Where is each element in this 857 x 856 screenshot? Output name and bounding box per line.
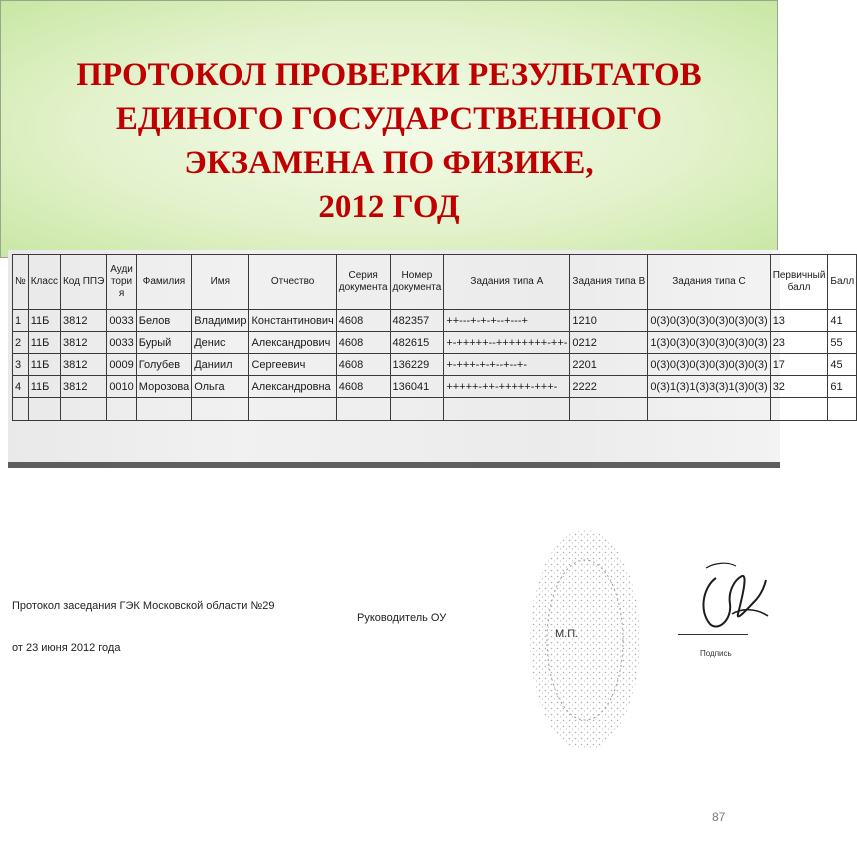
col-ppe-code: Код ППЭ xyxy=(60,255,106,310)
col-doc-number: Номер документа xyxy=(390,255,444,310)
cell-ppe: 3812 xyxy=(60,354,106,376)
title-line-2: ЕДИНОГО ГОСУДАРСТВЕННОГО xyxy=(115,101,663,137)
cell-score: 41 xyxy=(828,310,857,332)
cell-primary: 17 xyxy=(770,354,828,376)
cell-tasks-b: 2201 xyxy=(570,354,648,376)
cell-doc-number: 482615 xyxy=(390,332,444,354)
cell-middle-name: Александрович xyxy=(249,332,336,354)
cell-tasks-a: +++++-++-+++++-+++- xyxy=(444,376,570,398)
cell-class: 11Б xyxy=(28,354,60,376)
title-line-3: ЭКЗАМЕНА ПО ФИЗИКЕ, xyxy=(184,145,594,181)
table-header-row xyxy=(13,255,857,310)
col-tasks-a: Задания типа А xyxy=(444,255,570,310)
cell-tasks-a: +-+++++--++++++++-++- xyxy=(444,332,570,354)
table-row-empty xyxy=(13,398,857,421)
cell-series: 4608 xyxy=(336,354,390,376)
cell-tasks-c: 0(3)0(3)0(3)0(3)0(3)0(3) xyxy=(648,354,770,376)
cell-first-name: Даниил xyxy=(192,354,249,376)
table-row xyxy=(13,310,857,332)
col-score: Балл xyxy=(828,255,857,310)
cell-number: 4 xyxy=(13,376,29,398)
col-last-name: Фамилия xyxy=(136,255,191,310)
results-table xyxy=(12,254,857,421)
cell-first-name: Ольга xyxy=(192,376,249,398)
cell-aud: 0033 xyxy=(107,332,136,354)
col-number: № xyxy=(13,255,29,310)
scan-edge-divider xyxy=(8,462,780,468)
col-primary-score: Первичный балл xyxy=(770,255,828,310)
cell-class: 11Б xyxy=(28,376,60,398)
cell-tasks-b: 2222 xyxy=(570,376,648,398)
cell-series: 4608 xyxy=(336,376,390,398)
cell-last-name: Бурый xyxy=(136,332,191,354)
cell-aud: 0009 xyxy=(107,354,136,376)
cell-tasks-a: ++---+-+-+--+---+ xyxy=(444,310,570,332)
col-tasks-b: Задания типа В xyxy=(570,255,648,310)
col-middle-name: Отчество xyxy=(249,255,336,310)
cell-class: 11Б xyxy=(28,310,60,332)
cell-series: 4608 xyxy=(336,310,390,332)
cell-tasks-c: 0(3)0(3)0(3)0(3)0(3)0(3) xyxy=(648,310,770,332)
cell-primary: 13 xyxy=(770,310,828,332)
col-auditorium: Аудитория xyxy=(107,255,136,310)
cell-ppe: 3812 xyxy=(60,376,106,398)
cell-last-name: Морозова xyxy=(136,376,191,398)
cell-ppe: 3812 xyxy=(60,332,106,354)
cell-score: 61 xyxy=(828,376,857,398)
col-tasks-c: Задания типа С xyxy=(648,255,770,310)
cell-tasks-b: 1210 xyxy=(570,310,648,332)
cell-score: 45 xyxy=(828,354,857,376)
signature-caption: Подпись xyxy=(700,649,732,658)
cell-aud: 0033 xyxy=(107,310,136,332)
col-doc-series: Серия документа xyxy=(336,255,390,310)
cell-aud: 0010 xyxy=(107,376,136,398)
col-class: Класс xyxy=(28,255,60,310)
page-title xyxy=(1,53,777,229)
table-row xyxy=(13,354,857,376)
signature-line xyxy=(678,634,748,635)
table-row xyxy=(13,332,857,354)
page-number: 87 xyxy=(712,810,726,824)
cell-primary: 23 xyxy=(770,332,828,354)
cell-last-name: Белов xyxy=(136,310,191,332)
cell-ppe: 3812 xyxy=(60,310,106,332)
cell-score: 55 xyxy=(828,332,857,354)
cell-tasks-b: 0212 xyxy=(570,332,648,354)
cell-first-name: Денис xyxy=(192,332,249,354)
cell-number: 3 xyxy=(13,354,29,376)
cell-tasks-a: +-+++-+-+--+--+- xyxy=(444,354,570,376)
cell-middle-name: Александровна xyxy=(249,376,336,398)
cell-series: 4608 xyxy=(336,332,390,354)
cell-class: 11Б xyxy=(28,332,60,354)
cell-doc-number: 136229 xyxy=(390,354,444,376)
cell-doc-number: 482357 xyxy=(390,310,444,332)
cell-middle-name: Константинович xyxy=(249,310,336,332)
stamp-image xyxy=(520,515,650,765)
cell-tasks-c: 0(3)1(3)1(3)3(3)1(3)0(3) xyxy=(648,376,770,398)
table-row xyxy=(13,376,857,398)
stamp-label: М.П. xyxy=(555,628,579,640)
cell-middle-name: Сергеевич xyxy=(249,354,336,376)
cell-doc-number: 136041 xyxy=(390,376,444,398)
col-first-name: Имя xyxy=(192,255,249,310)
cell-first-name: Владимир xyxy=(192,310,249,332)
signature-image xyxy=(676,558,776,640)
cell-last-name: Голубев xyxy=(136,354,191,376)
title-line-1: ПРОТОКОЛ ПРОВЕРКИ РЕЗУЛЬТАТОВ xyxy=(76,57,702,93)
cell-tasks-c: 1(3)0(3)0(3)0(3)0(3)0(3) xyxy=(648,332,770,354)
title-banner xyxy=(0,0,778,258)
head-label: Руководитель ОУ xyxy=(357,612,447,624)
protocol-line-1: Протокол заседания ГЭК Московской области №29 xyxy=(12,600,275,612)
cell-primary: 32 xyxy=(770,376,828,398)
cell-number: 1 xyxy=(13,310,29,332)
cell-number: 2 xyxy=(13,332,29,354)
protocol-line-2: от 23 июня 2012 года xyxy=(12,642,121,654)
title-line-4: 2012 ГОД xyxy=(318,189,460,225)
